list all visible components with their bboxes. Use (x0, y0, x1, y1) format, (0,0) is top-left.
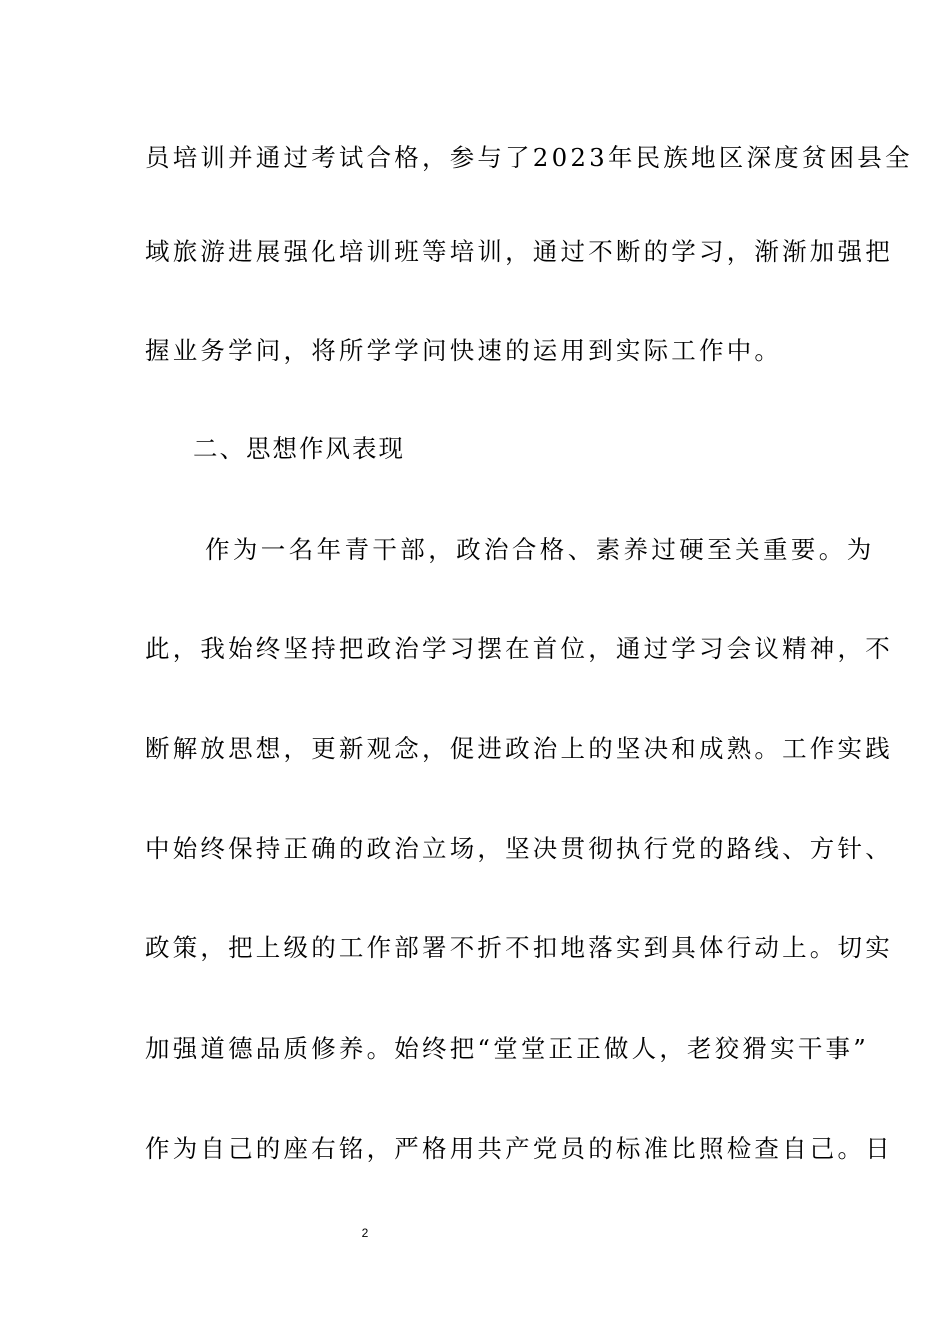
paragraph-line-4: 作为一名年青干部，政治合格、素养过硬至关重要。为 (205, 535, 875, 564)
paragraph-line-8: 政策，把上级的工作部署不折不扣地落实到具体行动上。切实 (145, 933, 893, 962)
paragraph-line-5: 此，我始终坚持把政治学习摆在首位，通过学习会议精神，不 (145, 634, 893, 663)
paragraph-line-7: 中始终保持正确的政治立场，坚决贯彻执行党的路线、方针、 (145, 834, 893, 863)
page-number: 2 (361, 1226, 369, 1240)
paragraph-line-1: 员培训并通过考试合格，参与了2023年民族地区深度贫困县全 (145, 143, 913, 172)
paragraph-line-9: 加强道德品质修养。始终把“堂堂正正做人，老狡猾实干事” (145, 1034, 869, 1063)
paragraph-line-10: 作为自己的座右铭，严格用共产党员的标准比照检查自己。日 (145, 1134, 893, 1163)
section-heading: 二、思想作风表现 (193, 434, 405, 463)
paragraph-line-6: 断解放思想，更新观念，促进政治上的坚决和成熟。工作实践 (145, 734, 893, 763)
paragraph-line-2: 域旅游进展强化培训班等培训，通过不断的学习，渐渐加强把 (145, 237, 893, 266)
paragraph-line-3: 握业务学问，将所学学问快速的运用到实际工作中。 (145, 336, 783, 365)
